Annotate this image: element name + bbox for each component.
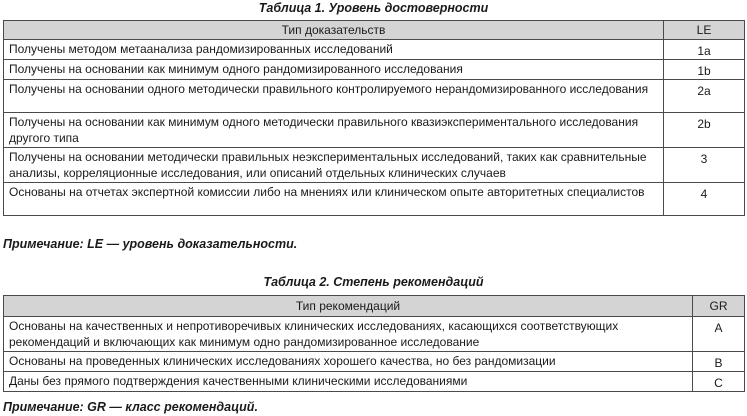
le-value-cell: 2b <box>664 113 745 148</box>
le-value-cell: 1a <box>664 40 745 60</box>
evidence-type-cell: Получены на основании методически правильных неэкспериментальных исследований, таких как сравнительные анализы, корреляционные исследования, или описаний отдельных клинических случаев <box>4 148 664 183</box>
evidence-type-cell: Получены методом метаанализа рандомизированных исследований <box>4 40 664 60</box>
evidence-level-table <box>3 20 745 216</box>
table-row <box>4 80 745 113</box>
le-value-cell: 1b <box>664 60 745 80</box>
column-header-le: LE <box>664 21 745 40</box>
evidence-type-cell: Получены на основании как минимум одного методически правильного квазиэкспериментального исследования другого типа <box>4 113 664 148</box>
recommendation-type-cell: Основаны на качественных и непротиворечивых клинических исследованиях, касающихся соответствующих рекомендаций и включающих как минимум одно рандомизированное исследование <box>4 317 693 352</box>
table2-caption: Таблица 2. Степень рекомендаций <box>263 275 484 289</box>
column-header-recommendation-type: Тип рекомендаций <box>4 296 693 317</box>
evidence-type-cell: Основаны на отчетах экспертной комиссии либо на мнениях или клиническом опыте авторитетных специалистов <box>4 183 664 216</box>
recommendation-grade-table <box>3 295 745 392</box>
le-value-cell: 3 <box>664 148 745 183</box>
recommendation-type-cell: Даны без прямого подтверждения качественными клиническими исследованиями <box>4 372 693 392</box>
table1-note: Примечание: LE — уровень доказательности. <box>3 237 298 251</box>
table-row <box>4 352 745 372</box>
table-header-row <box>4 296 745 317</box>
le-value-cell: 2a <box>664 80 745 113</box>
gr-value-cell: B <box>693 352 745 372</box>
table-row <box>4 317 745 352</box>
evidence-type-cell: Получены на основании как минимум одного рандомизированного исследования <box>4 60 664 80</box>
table-row <box>4 183 745 216</box>
table-header-row <box>4 21 745 40</box>
le-value-cell: 4 <box>664 183 745 216</box>
evidence-type-cell: Получены на основании одного методически правильного контролируемого нерандомизированного исследования <box>4 80 664 113</box>
recommendation-type-cell: Основаны на проведенных клинических исследованиях хорошего качества, но без рандомизации <box>4 352 693 372</box>
column-header-gr: GR <box>693 296 745 317</box>
gr-value-cell: A <box>693 317 745 352</box>
column-header-evidence-type: Тип доказательств <box>4 21 664 40</box>
table1-caption: Таблица 1. Уровень достоверности <box>258 1 489 15</box>
table2-note: Примечание: GR — класс рекомендаций. <box>3 400 258 414</box>
gr-value-cell: C <box>693 372 745 392</box>
table-row <box>4 372 745 392</box>
table-row <box>4 60 745 80</box>
table-row <box>4 40 745 60</box>
table-row <box>4 113 745 148</box>
table-row <box>4 148 745 183</box>
